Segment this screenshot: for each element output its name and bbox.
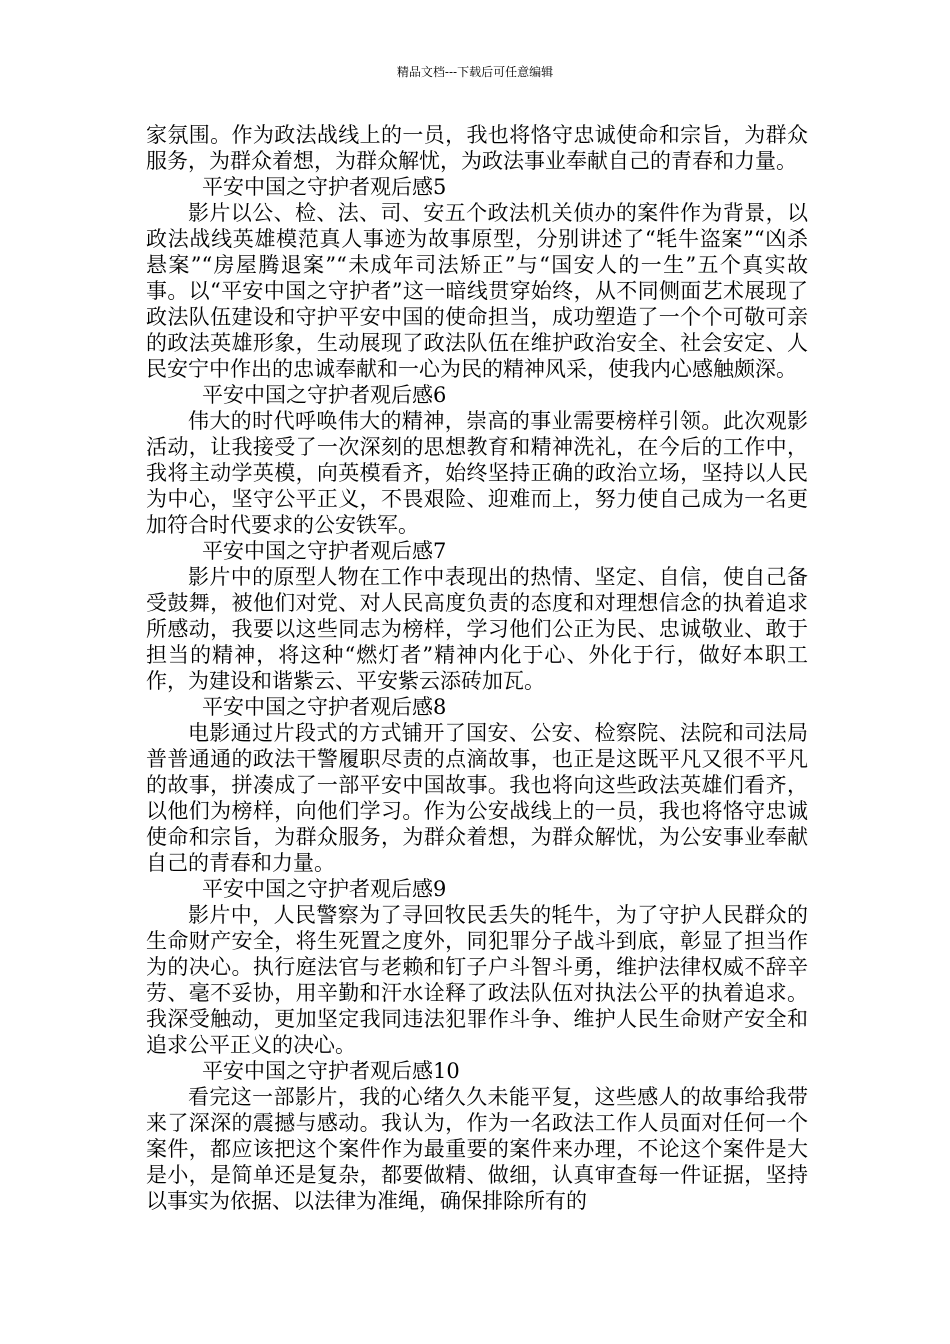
page-header: 精品文档---下载后可任意编辑 <box>396 65 554 79</box>
section-heading: 平安中国之守护者观后感10 <box>202 1059 460 1083</box>
paragraph: 电影通过片段式的方式铺开了国安、公安、检察院、法院和司法局普普通通的政法干警履职尽责的点滴故事，也正是这既平凡又很不平凡的故事，拼凑成了一部平安中国故事。我也将向这些政法英雄们看齐，以他们为榜样，向他们学习。作为公安战线上的一员，我也将恪守忠诚使命和宗旨，为群众服务，为群众着想，为群众解忧，为公安事业奉献自己的青春和力量。 <box>146 721 808 875</box>
section-heading: 平安中国之守护者观后感6 <box>202 383 447 407</box>
paragraph: 家氛围。作为政法战线上的一员，我也将恪守忠诚使命和宗旨，为群众服务，为群众着想，为群众解忧，为政法事业奉献自己的青春和力量。 <box>146 123 808 173</box>
section-heading: 平安中国之守护者观后感5 <box>202 175 447 199</box>
paragraph: 看完这一部影片，我的心绪久久未能平复，这些感人的故事给我带来了深深的震撼与感动。我认为，作为一名政法工作人员面对任何一个案件，都应该把这个案件作为最重要的案件来办理，不论这个案件是大是小，是简单还是复杂，都要做精、做细，认真审查每一件证据，坚持以事实为依据、以法律为准绳，确保排除所有的 <box>146 1085 808 1213</box>
paragraph: 影片以公、检、法、司、安五个政法机关侦办的案件作为背景，以政法战线英雄模范真人事迹为故事原型，分别讲述了“牦牛盗案”“凶杀悬案”“房屋腾退案”“未成年司法矫正”与“国安人的一生”五个真实故事。以“平安中国之守护者”这一暗线贯穿始终，从不同侧面艺术展现了政法队伍建设和守护平安中国的使命担当，成功塑造了一个个可敬可亲的政法英雄形象，生动展现了政法队伍在维护政治安全、社会安定、人民安宁中作出的忠诚奉献和一心为民的精神风采，使我内心感触颇深。 <box>146 201 808 381</box>
section-heading: 平安中国之守护者观后感8 <box>202 695 447 719</box>
paragraph: 伟大的时代呼唤伟大的精神，崇高的事业需要榜样引领。此次观影活动，让我接受了一次深刻的思想教育和精神洗礼，在今后的工作中，我将主动学英模，向英模看齐，始终坚持正确的政治立场，坚持以人民为中心，坚守公平正义，不畏艰险、迎难而上，努力使自己成为一名更加符合时代要求的公安铁军。 <box>146 409 808 537</box>
section-heading: 平安中国之守护者观后感7 <box>202 539 447 563</box>
document-body <box>146 122 808 1214</box>
paragraph: 影片中，人民警察为了寻回牧民丢失的牦牛，为了守护人民群众的生命财产安全，将生死置之度外，同犯罪分子战斗到底，彰显了担当作为的决心。执行庭法官与老赖和钉子户斗智斗勇，维护法律权威不辞辛劳、毫不妥协，用辛勤和汗水诠释了政法队伍对执法公平的执着追求。我深受触动，更加坚定我同违法犯罪作斗争、维护人民生命财产安全和追求公平正义的决心。 <box>146 903 808 1057</box>
section-heading: 平安中国之守护者观后感9 <box>202 877 447 901</box>
paragraph: 影片中的原型人物在工作中表现出的热情、坚定、自信，使自己备受鼓舞，被他们对党、对人民高度负责的态度和对理想信念的执着追求所感动，我要以这些同志为榜样，学习他们公正为民、忠诚敬业、敢于担当的精神，将这种“燃灯者”精神内化于心、外化于行，做好本职工作，为建设和谐紫云、平安紫云添砖加瓦。 <box>146 565 808 693</box>
